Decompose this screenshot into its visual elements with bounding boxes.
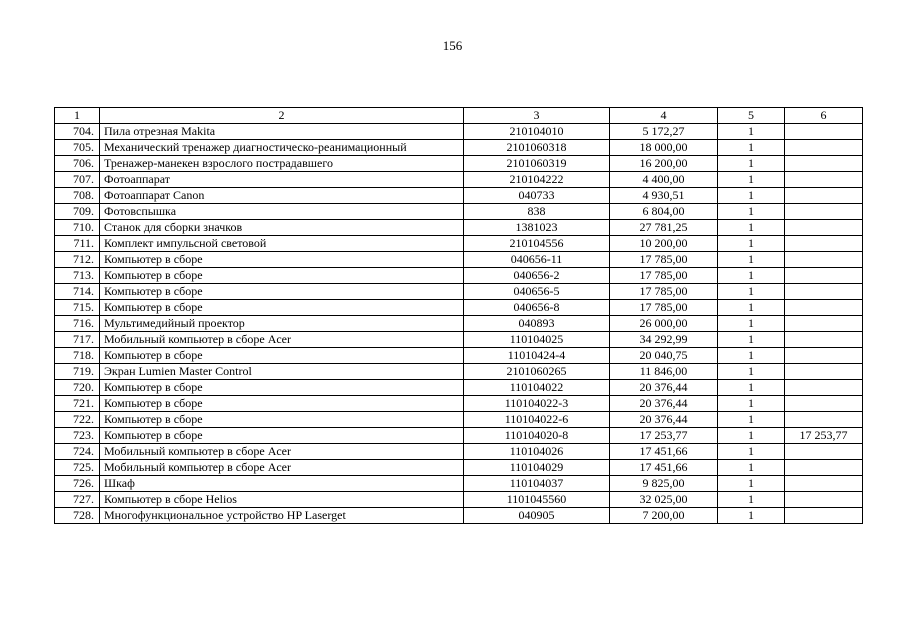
row-number-cell: 713. [55, 268, 100, 284]
table-row [55, 268, 863, 284]
inventory-code-cell: 2101060319 [464, 156, 610, 172]
extra-value-cell [785, 188, 863, 204]
price-cell: 11 846,00 [610, 364, 718, 380]
inventory-code-cell: 110104025 [464, 332, 610, 348]
quantity-cell: 1 [718, 236, 785, 252]
quantity-cell: 1 [718, 156, 785, 172]
inventory-code-cell: 040905 [464, 508, 610, 524]
quantity-cell: 1 [718, 124, 785, 140]
extra-value-cell [785, 412, 863, 428]
quantity-cell: 1 [718, 460, 785, 476]
price-cell: 5 172,27 [610, 124, 718, 140]
inventory-code-cell: 110104022 [464, 380, 610, 396]
quantity-cell: 1 [718, 140, 785, 156]
item-name-cell: Мобильный компьютер в сборе Acer [100, 332, 464, 348]
extra-value-cell [785, 300, 863, 316]
price-cell: 17 253,77 [610, 428, 718, 444]
item-name-cell: Механический тренажер диагностическо-реанимационный [100, 140, 464, 156]
row-number-cell: 721. [55, 396, 100, 412]
item-name-cell: Многофункциональное устройство HP Laserget [100, 508, 464, 524]
table-row [55, 300, 863, 316]
item-name-cell: Фотовспышка [100, 204, 464, 220]
extra-value-cell [785, 140, 863, 156]
table-row [55, 172, 863, 188]
extra-value-cell [785, 268, 863, 284]
row-number-cell: 723. [55, 428, 100, 444]
extra-value-cell [785, 124, 863, 140]
quantity-cell: 1 [718, 348, 785, 364]
column-header: 6 [785, 108, 863, 124]
table-row [55, 348, 863, 364]
row-number-cell: 715. [55, 300, 100, 316]
table-row [55, 220, 863, 236]
price-cell: 16 200,00 [610, 156, 718, 172]
table-row [55, 396, 863, 412]
extra-value-cell [785, 492, 863, 508]
price-cell: 32 025,00 [610, 492, 718, 508]
quantity-cell: 1 [718, 380, 785, 396]
quantity-cell: 1 [718, 316, 785, 332]
column-header: 4 [610, 108, 718, 124]
price-cell: 9 825,00 [610, 476, 718, 492]
column-header: 3 [464, 108, 610, 124]
inventory-code-cell: 040656-8 [464, 300, 610, 316]
price-cell: 34 292,99 [610, 332, 718, 348]
row-number-cell: 709. [55, 204, 100, 220]
inventory-code-cell: 040656-11 [464, 252, 610, 268]
row-number-cell: 728. [55, 508, 100, 524]
extra-value-cell [785, 364, 863, 380]
row-number-cell: 717. [55, 332, 100, 348]
price-cell: 17 785,00 [610, 268, 718, 284]
extra-value-cell [785, 380, 863, 396]
table-row [55, 508, 863, 524]
inventory-code-cell: 838 [464, 204, 610, 220]
table-row [55, 124, 863, 140]
row-number-cell: 727. [55, 492, 100, 508]
quantity-cell: 1 [718, 492, 785, 508]
item-name-cell: Компьютер в сборе [100, 284, 464, 300]
row-number-cell: 712. [55, 252, 100, 268]
inventory-code-cell: 110104022-6 [464, 412, 610, 428]
price-cell: 27 781,25 [610, 220, 718, 236]
inventory-code-cell: 210104556 [464, 236, 610, 252]
row-number-cell: 707. [55, 172, 100, 188]
table-row [55, 380, 863, 396]
quantity-cell: 1 [718, 204, 785, 220]
table-row [55, 156, 863, 172]
inventory-code-cell: 110104029 [464, 460, 610, 476]
extra-value-cell [785, 332, 863, 348]
table-row [55, 460, 863, 476]
extra-value-cell [785, 236, 863, 252]
item-name-cell: Компьютер в сборе Helios [100, 492, 464, 508]
extra-value-cell [785, 444, 863, 460]
inventory-code-cell: 040893 [464, 316, 610, 332]
inventory-code-cell: 110104026 [464, 444, 610, 460]
inventory-code-cell: 110104022-3 [464, 396, 610, 412]
extra-value-cell [785, 460, 863, 476]
row-number-cell: 711. [55, 236, 100, 252]
quantity-cell: 1 [718, 412, 785, 428]
inventory-code-cell: 040656-2 [464, 268, 610, 284]
row-number-cell: 725. [55, 460, 100, 476]
price-cell: 6 804,00 [610, 204, 718, 220]
inventory-table [54, 107, 863, 524]
inventory-code-cell: 040656-5 [464, 284, 610, 300]
table-row [55, 364, 863, 380]
quantity-cell: 1 [718, 268, 785, 284]
item-name-cell: Комплект импульсной световой [100, 236, 464, 252]
extra-value-cell [785, 284, 863, 300]
price-cell: 7 200,00 [610, 508, 718, 524]
price-cell: 20 376,44 [610, 396, 718, 412]
extra-value-cell [785, 204, 863, 220]
extra-value-cell [785, 476, 863, 492]
extra-value-cell [785, 156, 863, 172]
item-name-cell: Компьютер в сборе [100, 428, 464, 444]
table-row [55, 412, 863, 428]
quantity-cell: 1 [718, 428, 785, 444]
extra-value-cell [785, 316, 863, 332]
column-header: 2 [100, 108, 464, 124]
item-name-cell: Мультимедийный проектор [100, 316, 464, 332]
item-name-cell: Компьютер в сборе [100, 412, 464, 428]
extra-value-cell [785, 508, 863, 524]
extra-value-cell [785, 252, 863, 268]
item-name-cell: Компьютер в сборе [100, 268, 464, 284]
table-row [55, 444, 863, 460]
price-cell: 10 200,00 [610, 236, 718, 252]
column-header: 1 [55, 108, 100, 124]
table-row [55, 332, 863, 348]
item-name-cell: Пила отрезная Makita [100, 124, 464, 140]
inventory-code-cell: 210104010 [464, 124, 610, 140]
inventory-code-cell: 1381023 [464, 220, 610, 236]
item-name-cell: Тренажер-манекен взрослого пострадавшего [100, 156, 464, 172]
quantity-cell: 1 [718, 252, 785, 268]
item-name-cell: Шкаф [100, 476, 464, 492]
row-number-cell: 726. [55, 476, 100, 492]
item-name-cell: Компьютер в сборе [100, 300, 464, 316]
quantity-cell: 1 [718, 188, 785, 204]
table-row [55, 476, 863, 492]
quantity-cell: 1 [718, 444, 785, 460]
price-cell: 26 000,00 [610, 316, 718, 332]
extra-value-cell [785, 348, 863, 364]
quantity-cell: 1 [718, 284, 785, 300]
column-header: 5 [718, 108, 785, 124]
row-number-cell: 722. [55, 412, 100, 428]
table-row [55, 188, 863, 204]
price-cell: 17 451,66 [610, 444, 718, 460]
price-cell: 17 785,00 [610, 284, 718, 300]
table-row [55, 204, 863, 220]
table-row [55, 284, 863, 300]
table-row [55, 316, 863, 332]
quantity-cell: 1 [718, 508, 785, 524]
quantity-cell: 1 [718, 396, 785, 412]
row-number-cell: 724. [55, 444, 100, 460]
price-cell: 20 040,75 [610, 348, 718, 364]
inventory-code-cell: 1101045560 [464, 492, 610, 508]
price-cell: 20 376,44 [610, 412, 718, 428]
item-name-cell: Компьютер в сборе [100, 252, 464, 268]
row-number-cell: 705. [55, 140, 100, 156]
inventory-code-cell: 2101060265 [464, 364, 610, 380]
item-name-cell: Компьютер в сборе [100, 348, 464, 364]
item-name-cell: Компьютер в сборе [100, 380, 464, 396]
table-row [55, 492, 863, 508]
item-name-cell: Фотоаппарат Canon [100, 188, 464, 204]
table-row [55, 140, 863, 156]
table-row [55, 236, 863, 252]
table-row [55, 252, 863, 268]
row-number-cell: 718. [55, 348, 100, 364]
row-number-cell: 708. [55, 188, 100, 204]
quantity-cell: 1 [718, 220, 785, 236]
table-header-row [55, 108, 863, 124]
table-row [55, 428, 863, 444]
row-number-cell: 720. [55, 380, 100, 396]
page-number: 156 [442, 38, 463, 53]
inventory-code-cell: 110104037 [464, 476, 610, 492]
price-cell: 17 785,00 [610, 300, 718, 316]
item-name-cell: Мобильный компьютер в сборе Acer [100, 444, 464, 460]
inventory-code-cell: 11010424-4 [464, 348, 610, 364]
price-cell: 17 451,66 [610, 460, 718, 476]
price-cell: 4 400,00 [610, 172, 718, 188]
extra-value-cell [785, 220, 863, 236]
quantity-cell: 1 [718, 332, 785, 348]
price-cell: 4 930,51 [610, 188, 718, 204]
item-name-cell: Фотоаппарат [100, 172, 464, 188]
quantity-cell: 1 [718, 300, 785, 316]
price-cell: 18 000,00 [610, 140, 718, 156]
item-name-cell: Станок для сборки значков [100, 220, 464, 236]
inventory-code-cell: 040733 [464, 188, 610, 204]
row-number-cell: 716. [55, 316, 100, 332]
row-number-cell: 714. [55, 284, 100, 300]
inventory-code-cell: 110104020-8 [464, 428, 610, 444]
row-number-cell: 704. [55, 124, 100, 140]
row-number-cell: 706. [55, 156, 100, 172]
extra-value-cell [785, 172, 863, 188]
item-name-cell: Экран Lumien Master Control [100, 364, 464, 380]
quantity-cell: 1 [718, 476, 785, 492]
quantity-cell: 1 [718, 172, 785, 188]
item-name-cell: Компьютер в сборе [100, 396, 464, 412]
extra-value-cell [785, 396, 863, 412]
price-cell: 20 376,44 [610, 380, 718, 396]
inventory-code-cell: 2101060318 [464, 140, 610, 156]
row-number-cell: 719. [55, 364, 100, 380]
extra-value-cell: 17 253,77 [785, 428, 863, 444]
row-number-cell: 710. [55, 220, 100, 236]
item-name-cell: Мобильный компьютер в сборе Acer [100, 460, 464, 476]
quantity-cell: 1 [718, 364, 785, 380]
price-cell: 17 785,00 [610, 252, 718, 268]
inventory-code-cell: 210104222 [464, 172, 610, 188]
